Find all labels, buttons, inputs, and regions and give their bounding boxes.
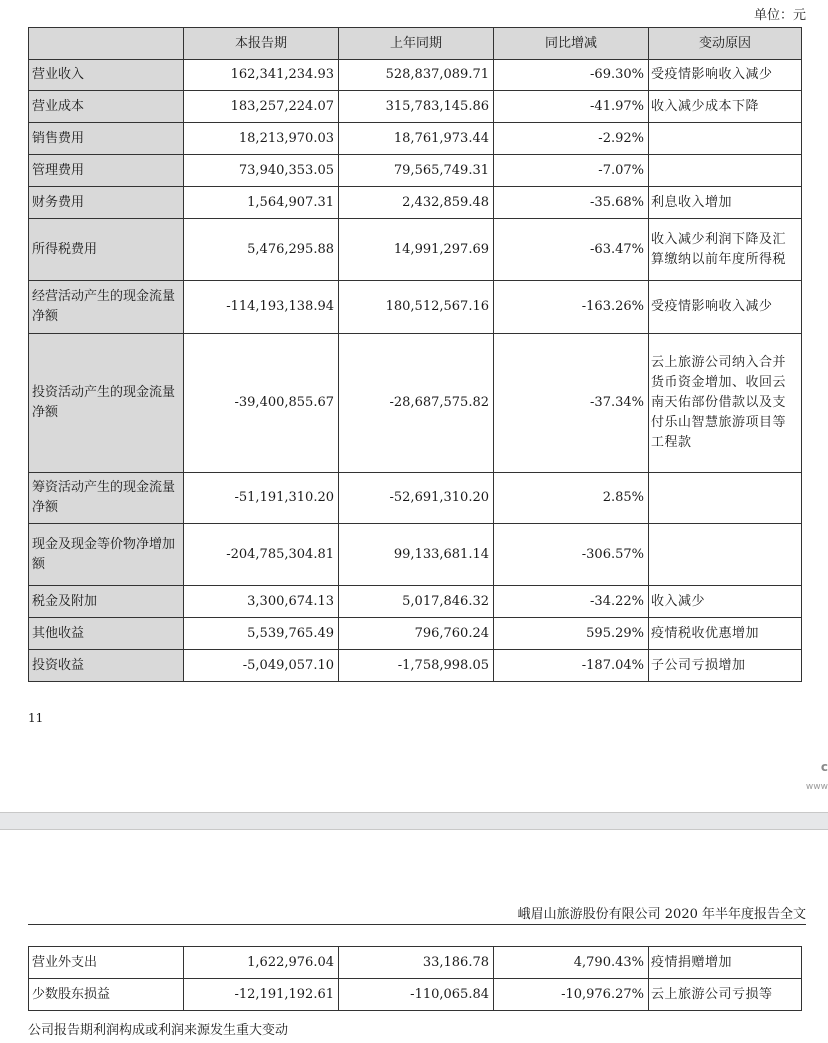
change-reason bbox=[649, 123, 802, 155]
change-reason: 利息收入增加 bbox=[649, 187, 802, 219]
row-item-label: 营业外支出 bbox=[29, 947, 184, 979]
yoy-change-value: 2.85% bbox=[494, 473, 649, 524]
financial-table bbox=[28, 27, 802, 682]
table-row bbox=[29, 281, 802, 334]
row-item-label: 现金及现金等价物净增加额 bbox=[29, 524, 184, 586]
row-item-label: 销售费用 bbox=[29, 123, 184, 155]
table-row bbox=[29, 586, 802, 618]
row-item-label: 投资收益 bbox=[29, 650, 184, 682]
yoy-change-value: 595.29% bbox=[494, 618, 649, 650]
change-reason: 收入减少利润下降及汇算缴纳以前年度所得税 bbox=[649, 219, 802, 281]
prior-period-value: 528,837,089.71 bbox=[339, 60, 494, 91]
table-row bbox=[29, 155, 802, 187]
current-period-value: 18,213,970.03 bbox=[184, 123, 339, 155]
row-item-label: 管理费用 bbox=[29, 155, 184, 187]
change-reason: 云上旅游公司亏损等 bbox=[649, 979, 802, 1011]
financial-table-continued bbox=[28, 946, 802, 1011]
current-period-value: -204,785,304.81 bbox=[184, 524, 339, 586]
current-period-value: -12,191,192.61 bbox=[184, 979, 339, 1011]
prior-period-value: 99,133,681.14 bbox=[339, 524, 494, 586]
row-item-label: 其他收益 bbox=[29, 618, 184, 650]
header-prior-period: 上年同期 bbox=[339, 28, 494, 60]
yoy-change-value: -69.30% bbox=[494, 60, 649, 91]
yoy-change-value: -10,976.27% bbox=[494, 979, 649, 1011]
row-item-label: 税金及附加 bbox=[29, 586, 184, 618]
unit-label: 单位：元 bbox=[753, 8, 806, 23]
prior-period-value: 180,512,567.16 bbox=[339, 281, 494, 334]
section-heading: 公司报告期利润构成或利润来源发生重大变动 bbox=[28, 1023, 289, 1038]
change-reason bbox=[649, 473, 802, 524]
prior-period-value: -1,758,998.05 bbox=[339, 650, 494, 682]
prior-period-value: -110,065.84 bbox=[339, 979, 494, 1011]
change-reason: 疫情税收优惠增加 bbox=[649, 618, 802, 650]
watermark-mark: c bbox=[820, 760, 828, 774]
change-reason: 收入减少 bbox=[649, 586, 802, 618]
page-number: 11 bbox=[28, 711, 44, 725]
prior-period-value: 33,186.78 bbox=[339, 947, 494, 979]
yoy-change-value: -163.26% bbox=[494, 281, 649, 334]
current-period-value: 1,564,907.31 bbox=[184, 187, 339, 219]
prior-period-value: -52,691,310.20 bbox=[339, 473, 494, 524]
table-row bbox=[29, 947, 802, 979]
table-row bbox=[29, 473, 802, 524]
yoy-change-value: -306.57% bbox=[494, 524, 649, 586]
yoy-change-value: -63.47% bbox=[494, 219, 649, 281]
header-current-period: 本报告期 bbox=[184, 28, 339, 60]
change-reason: 子公司亏损增加 bbox=[649, 650, 802, 682]
table-row bbox=[29, 618, 802, 650]
change-reason bbox=[649, 524, 802, 586]
current-period-value: 1,622,976.04 bbox=[184, 947, 339, 979]
prior-period-value: 79,565,749.31 bbox=[339, 155, 494, 187]
prior-period-value: 14,991,297.69 bbox=[339, 219, 494, 281]
current-period-value: -39,400,855.67 bbox=[184, 334, 339, 473]
current-period-value: -51,191,310.20 bbox=[184, 473, 339, 524]
header-change-reason: 变动原因 bbox=[649, 28, 802, 60]
yoy-change-value: -2.92% bbox=[494, 123, 649, 155]
change-reason: 受疫情影响收入减少 bbox=[649, 60, 802, 91]
table-row bbox=[29, 60, 802, 91]
yoy-change-value: -34.22% bbox=[494, 586, 649, 618]
prior-period-value: -28,687,575.82 bbox=[339, 334, 494, 473]
table-row bbox=[29, 123, 802, 155]
watermark-url: www bbox=[805, 782, 828, 792]
table-row bbox=[29, 91, 802, 123]
row-item-label: 所得税费用 bbox=[29, 219, 184, 281]
prior-period-value: 315,783,145.86 bbox=[339, 91, 494, 123]
yoy-change-value: -187.04% bbox=[494, 650, 649, 682]
change-reason: 收入减少成本下降 bbox=[649, 91, 802, 123]
table-row bbox=[29, 187, 802, 219]
table-row bbox=[29, 219, 802, 281]
table-row bbox=[29, 650, 802, 682]
current-period-value: 183,257,224.07 bbox=[184, 91, 339, 123]
yoy-change-value: -37.34% bbox=[494, 334, 649, 473]
current-period-value: 5,539,765.49 bbox=[184, 618, 339, 650]
current-period-value: -114,193,138.94 bbox=[184, 281, 339, 334]
header-divider bbox=[28, 924, 806, 925]
row-item-label: 投资活动产生的现金流量净额 bbox=[29, 334, 184, 473]
current-period-value: 73,940,353.05 bbox=[184, 155, 339, 187]
table-row bbox=[29, 524, 802, 586]
current-period-value: -5,049,057.10 bbox=[184, 650, 339, 682]
table-row bbox=[29, 979, 802, 1011]
yoy-change-value: -35.68% bbox=[494, 187, 649, 219]
prior-period-value: 5,017,846.32 bbox=[339, 586, 494, 618]
current-period-value: 5,476,295.88 bbox=[184, 219, 339, 281]
row-item-label: 少数股东损益 bbox=[29, 979, 184, 1011]
header-item bbox=[29, 28, 184, 60]
yoy-change-value: -7.07% bbox=[494, 155, 649, 187]
row-item-label: 经营活动产生的现金流量净额 bbox=[29, 281, 184, 334]
header-yoy-change: 同比增减 bbox=[494, 28, 649, 60]
prior-period-value: 18,761,973.44 bbox=[339, 123, 494, 155]
yoy-change-value: -41.97% bbox=[494, 91, 649, 123]
row-item-label: 财务费用 bbox=[29, 187, 184, 219]
change-reason bbox=[649, 155, 802, 187]
prior-period-value: 2,432,859.48 bbox=[339, 187, 494, 219]
current-period-value: 162,341,234.93 bbox=[184, 60, 339, 91]
change-reason: 受疫情影响收入减少 bbox=[649, 281, 802, 334]
table-header-row bbox=[29, 28, 802, 60]
page-separator bbox=[0, 812, 828, 830]
change-reason: 疫情捐赠增加 bbox=[649, 947, 802, 979]
yoy-change-value: 4,790.43% bbox=[494, 947, 649, 979]
current-period-value: 3,300,674.13 bbox=[184, 586, 339, 618]
table-row bbox=[29, 334, 802, 473]
page-header: 峨眉山旅游股份有限公司 2020 年半年度报告全文 bbox=[517, 907, 806, 922]
row-item-label: 营业成本 bbox=[29, 91, 184, 123]
change-reason: 云上旅游公司纳入合并货币资金增加、收回云南天佑部份借款以及支付乐山智慧旅游项目等工程款 bbox=[649, 334, 802, 473]
row-item-label: 营业收入 bbox=[29, 60, 184, 91]
prior-period-value: 796,760.24 bbox=[339, 618, 494, 650]
row-item-label: 筹资活动产生的现金流量净额 bbox=[29, 473, 184, 524]
